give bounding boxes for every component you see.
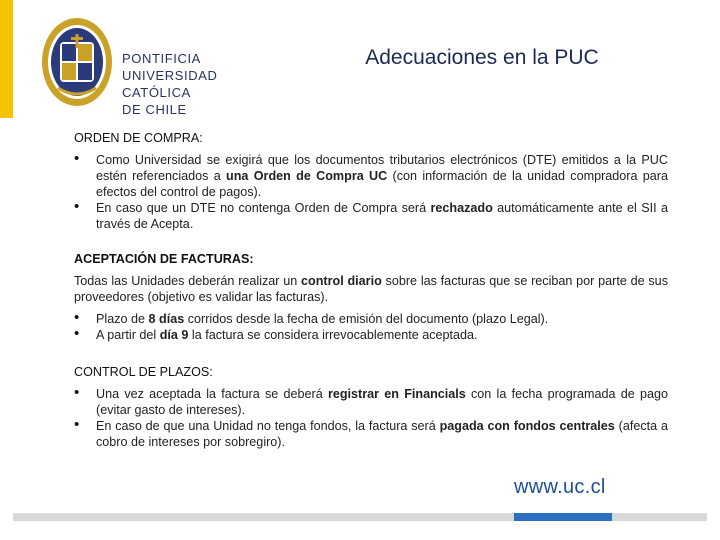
yellow-accent-bar bbox=[0, 0, 13, 118]
orden-bullets bbox=[74, 152, 668, 232]
slide-content bbox=[74, 130, 668, 450]
university-name-line: DE CHILE bbox=[122, 102, 187, 117]
university-name-line: PONTIFICIA bbox=[122, 51, 201, 66]
list-item: • En caso de que una Unidad no tenga fondos, la factura será pagada con fondos centrales (afecta a cobro de intereses por sobregiro). bbox=[74, 418, 668, 450]
slide-title: Adecuaciones en la PUC bbox=[365, 46, 599, 69]
list-item: • En caso que un DTE no contenga Orden de Compra será rechazado automáticamente ante el SII a través de Acepta. bbox=[74, 200, 668, 232]
list-item: • Como Universidad se exigirá que los documentos tributarios electrónicos (DTE) emitidos a la PUC estén referenciados a una Orden de Compra UC (con información de la unidad compradora para efectos del control de pagos). bbox=[74, 152, 668, 200]
control-bullets bbox=[74, 386, 668, 450]
university-seal-logo bbox=[40, 16, 114, 113]
list-item: • A partir del día 9 la factura se considera irrevocablemente aceptada. bbox=[74, 327, 668, 343]
footer-url: www.uc.cl bbox=[514, 476, 606, 498]
aceptacion-paragraph: Todas las Unidades deberán realizar un control diario sobre las facturas que se reciban por parte de sus proveedores (objetivo es validar las facturas). bbox=[74, 274, 668, 304]
aceptacion-bullets bbox=[74, 311, 668, 343]
section-title-orden: ORDEN DE COMPRA: bbox=[74, 131, 203, 145]
footer-accent-bar bbox=[514, 513, 612, 521]
list-item: • Plazo de 8 días corridos desde la fecha de emisión del documento (plazo Legal). bbox=[74, 311, 668, 327]
list-item: • Una vez aceptada la factura se deberá registrar en Financials con la fecha programada de pago (evitar gasto de intereses). bbox=[74, 386, 668, 418]
university-name bbox=[122, 50, 240, 118]
university-name-line: CATÓLICA bbox=[122, 85, 191, 100]
university-name-line: UNIVERSIDAD bbox=[122, 68, 218, 83]
section-title-aceptacion: ACEPTACIÓN DE FACTURAS: bbox=[74, 252, 254, 266]
section-title-control: CONTROL DE PLAZOS: bbox=[74, 365, 213, 379]
